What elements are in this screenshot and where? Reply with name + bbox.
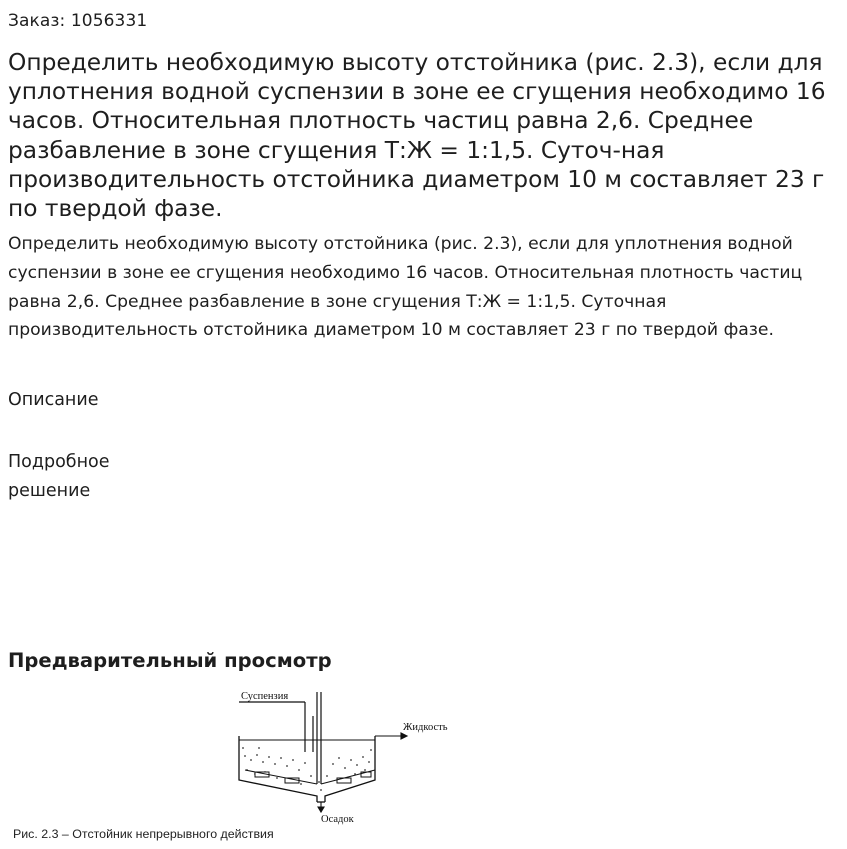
- preview-heading: Предварительный просмотр: [8, 649, 332, 672]
- feed-pipe: [239, 692, 321, 784]
- figure-caption: Рис. 2.3 – Отстойник непрерывного действия: [13, 827, 274, 841]
- detailed-solution-link[interactable]: Подробное решение: [8, 452, 110, 501]
- settler-diagram: [225, 684, 475, 829]
- suspension-label: Суспензия: [241, 691, 289, 702]
- task-description: Определить необходимую высоту отстойника (рис. 2.3), если для уплотнения водной суспензии в зоне ее сгущения необходимо 16 часов. Относительная плотность частиц равна 2,6. Среднее разбавление в зоне сгущения Т:Ж = 1:1,5. Суточная производительность отстойника диаметром 10 м составляет 23 г по твердой фазе.: [8, 234, 803, 341]
- liquid-outlet-arrow: [375, 733, 407, 739]
- task-title: Определить необходимую высоту отстойника (рис. 2.3), если для уплотнения водной суспензии в зоне ее сгущения необходимо 16 часов. Относительная плотность частиц равна 2,6. Среднее разбавление в зоне сгущения Т:Ж = 1:1,5. Суточ-ная производительность отстойника диаметром 10 м составляет 23 г по твердой фазе.: [8, 49, 826, 223]
- sediment-outlet-arrow: [318, 802, 324, 812]
- rake-blades: [245, 770, 375, 784]
- liquid-label: Жидкость: [403, 722, 448, 733]
- sediment-label: Осадок: [321, 814, 354, 825]
- settler-tank: [239, 736, 375, 802]
- order-number: Заказ: 1056331: [8, 11, 148, 31]
- description-link[interactable]: Описание: [8, 390, 99, 410]
